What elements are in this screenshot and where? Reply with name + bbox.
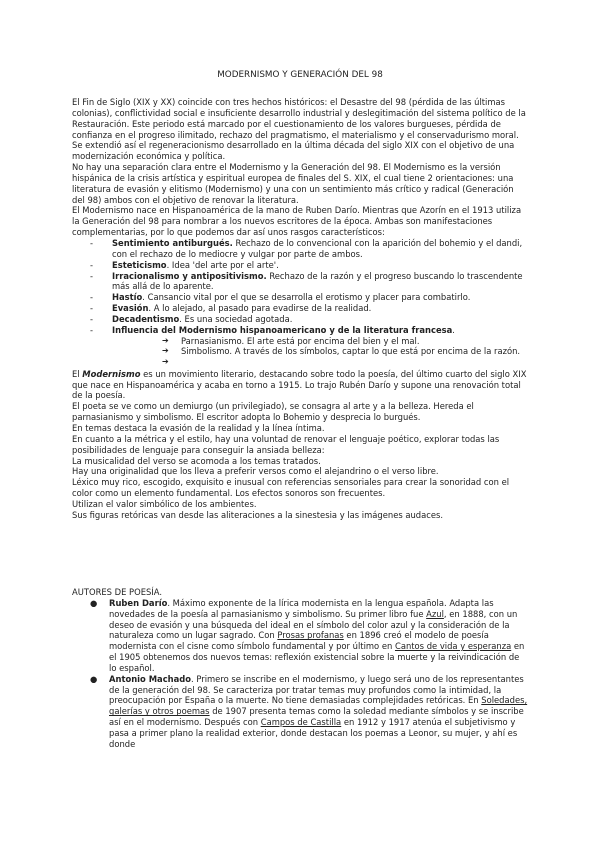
book-link: Azul: [426, 608, 444, 619]
traits-list: [72, 238, 528, 336]
arrow-icon: ➔: [162, 335, 169, 345]
book-link: Soledades, galerías y otros poemas: [109, 695, 528, 717]
author-dario: ● Ruben Darío. Máximo exponente de la lírica modernista en la lengua española. Adapta las novedades de la poesía al parnasianismo y simbolismo. Su primer libro fue Azul, en 1888, con un deseo de evasión y una búsqueda del ideal en el símbolo del color azul y la consideración de la naturaleza como un lugar sagrado. Con Prosas profanas en 1896 creó el modelo de poesía modernista con el cisne como símbolo fundamental y por último en Cantos de vida y esperanza en el 1905 obtenemos dos nuevos temas: reflexión existencial sobre la muerte y la reivindicación de lo español.: [90, 597, 525, 673]
paragraph-origen: El Modernismo nace en Hispanoamérica de la mano de Ruben Darío. Mientras que Azorín en el 1913 utiliza la Generación del 98 para nombrar a los nuevos escritores de la época. Ambas son manifestaciones complementarias, por lo que podemos dar así unos rasgos característicos:: [72, 205, 522, 238]
authors-list: [72, 598, 528, 750]
book-link: Prosas profanas: [277, 630, 344, 641]
list-item: - Evasión. A lo alejado, al pasado para evadirse de la realidad.: [90, 303, 372, 314]
list-item: - Hastío. Cansancio vital por el que se desarrolla el erotismo y placer para combatirlo.: [90, 292, 471, 303]
bullet-icon: ●: [90, 597, 98, 608]
paragraph-lexico: Léxico muy rico, escogido, exquisito e inusual con referencias sensoriales para crear la sonoridad con el color como un elemento fundamental. Los efectos sonoros son frecuentes.: [72, 477, 510, 499]
list-item: [72, 357, 528, 368]
list-item: - Influencia del Modernismo hispanoamericano y de la literatura francesa.: [90, 324, 455, 335]
bullet-icon: ●: [90, 673, 98, 684]
list-item: ➔ Simbolismo. A través de los símbolos, captar lo que está por encima de la razón.: [162, 346, 521, 357]
list-item: - Sentimiento antiburgués. Rechazo de lo convencional con la aparición del bohemio y el dandi, con el rechazo de lo mediocre y vulgar por parte de ambos.: [90, 237, 523, 259]
paragraph-musicalidad: La musicalidad del verso se acomoda a los temas tratados.: [72, 455, 321, 466]
paragraph-poeta: El poeta se ve como un demiurgo (un privilegiado), se consagra al arte y a la belleza. Hereda el parnasianismo y simbolismo. El escritor adopta lo Bohemio y desprecia lo burgués.: [72, 401, 474, 423]
list-item: - Irracionalismo y antipositivismo. Rechazo de la razón y el progreso buscando lo trascendente más allá de lo aparente.: [90, 270, 523, 292]
author-machado: ● Antonio Machado. Primero se inscribe en el modernismo, y luego será uno de los representantes de la generación del 98. Se caracteriza por tratar temas muy profundos como la intimidad, la preocupación por España o la muerte. No tiene demasiadas complejidades retóricas. En Soledades, galerías y otros poemas de 1907 presenta temas como la soledad mediante símbolos y se inscribe así en el modernismo. Después con Campos de Castilla en 1912 y 1917 atenúa el subjetivismo y pasa a primer plano la realidad exterior, donde destacan los poemas a Leonor, su mujer, y ahí es donde: [90, 673, 528, 749]
intro-section: [72, 97, 528, 521]
paragraph-metrica: En cuanto a la métrica y el estilo, hay una voluntad de renovar el lenguaje poético, explorar todas las posibilidades de lenguaje para conseguir la ansiada belleza:: [72, 433, 500, 455]
list-item: - Esteticismo. Idea 'del arte por el arte'.: [90, 259, 279, 270]
paragraph-originalidad: Hay una originalidad que los lleva a preferir versos como el alejandrino o el verso libre.: [72, 466, 439, 477]
paragraph-modernismo-def: El Modernismo es un movimiento literario, destacando sobre todo la poesía, del último cuarto del siglo XIX que nace en Hispanoamérica y acaba en torno a 1915. Lo trajo Rubén Darío y supone una renovación total de la poesía.: [72, 368, 527, 401]
paragraph-figuras: Sus figuras retóricas van desde las aliteraciones a la sinestesia y las imágenes audaces.: [72, 509, 444, 520]
arrow-icon: ➔: [162, 346, 169, 356]
paragraph-simbolico: Utilizan el valor simbólico de los ambientes.: [72, 498, 257, 509]
book-link: Campos de Castilla: [260, 717, 342, 728]
list-item: - Decadentismo. Es una sociedad agotada.: [90, 313, 293, 324]
paragraph-regeneracionismo: Se extendió así el regeneracionismo desarrollado en la última década del siglo XIX con el objetivo de una modernización económica y política.: [72, 140, 515, 162]
influences-list: [72, 336, 528, 369]
document-title: MODERNISMO Y GENERACIÓN DEL 98: [217, 70, 383, 80]
paragraph-modernismo-98: No hay una separación clara entre el Modernismo y la Generación del 98. El Modernismo es la versión hispánica de la crisis artística y espiritual europea de finales del S. XIX, el cual tiene 2 orientaciones: una literatura de evasión y elitismo (Modernismo) y una con un sentimiento más crítico y radical (Generación del 98) ambos con el objetivo de renovar la literatura.: [72, 162, 514, 205]
arrow-icon: ➔: [162, 357, 169, 367]
paragraph-fin-de-siglo: El Fin de Siglo (XIX y XX) coincide con tres hechos históricos: el Desastre del 98 (pérdida de las últimas colonias), conflictividad social e insuficiente desarrollo industrial y deslegitimación del sistema político de la Restauración. Este periodo está marcado por el cuestionamiento de los valores burgueses, pérdida de confianza en el progreso ilimitado, rechazo del pragmatismo, el materialismo y el conservadurismo moral.: [72, 97, 526, 140]
book-link: Cantos de vida y esperanza: [394, 641, 512, 652]
authors-heading: AUTORES DE POESÍA.: [72, 587, 163, 597]
list-item: ➔ Parnasianismo. El arte está por encima del bien y el mal.: [162, 335, 420, 346]
authors-section: [72, 587, 528, 750]
paragraph-temas: En temas destaca la evasión de la realidad y la línea íntima.: [72, 422, 325, 433]
